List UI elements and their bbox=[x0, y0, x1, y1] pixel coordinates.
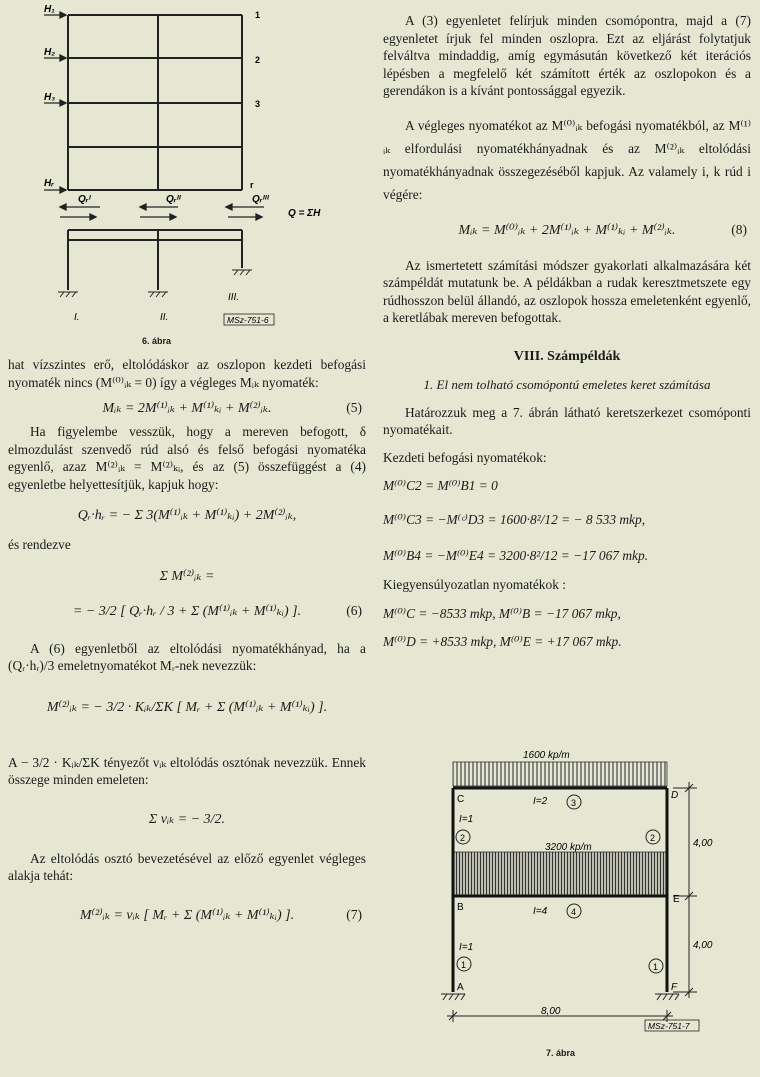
shear-1-label: Qᵣᴵ bbox=[78, 194, 91, 205]
equation-5-body: Mᵢₖ = 2M⁽¹⁾ᵢₖ + M⁽¹⁾ₖᵢ + M⁽²⁾ᵢₖ. bbox=[102, 401, 272, 416]
dim-lower-height: 4,00 bbox=[693, 940, 713, 951]
equation-8 bbox=[383, 222, 751, 239]
column-i-label: I. bbox=[74, 312, 80, 323]
dim-span: 8,00 bbox=[541, 1006, 561, 1017]
paragraph-left-3: és rendezve bbox=[8, 537, 71, 552]
shear-3-label: Qᵣᴵᴵᴵ bbox=[252, 194, 269, 205]
section-subheading: 1. El nem tolható csomópontú emeletes keret számítása bbox=[423, 376, 711, 392]
circle-4-label: 4 bbox=[571, 907, 577, 917]
load-top-label: 1600 kp/m bbox=[523, 750, 570, 761]
member-mid-label: I=4 bbox=[533, 906, 548, 917]
hr-label: Hᵣ bbox=[44, 178, 55, 189]
circle-1-right-label: 1 bbox=[653, 962, 659, 972]
figure-6-frame-diagram bbox=[0, 0, 375, 335]
paragraph-right-6: Kiegyensúlyozatlan nyomatékok : bbox=[383, 577, 566, 592]
fig6-stamp: MSz-751-6 bbox=[227, 315, 269, 325]
paragraph-right-2: A végleges nyomatékot az M⁽⁰⁾ᵢₖ befogási nyomatékból, az M⁽¹⁾ᵢₖ elfordulási nyomatékhányadnak és az M⁽²⁾ᵢₖ eltolódási nyomatékhányadnak összegezéséből kapjuk. Az valamely i, k rúd i végére: bbox=[383, 117, 751, 202]
floor-r-label: r bbox=[250, 180, 254, 190]
circle-2-right-label: 2 bbox=[650, 833, 656, 843]
equation-5-number: (5) bbox=[346, 400, 362, 415]
sum-label: Q = ΣH bbox=[288, 208, 321, 219]
shear-2-label: Qᵣᴵᴵ bbox=[166, 194, 181, 205]
node-b-label: B bbox=[457, 902, 464, 913]
floor-3-label: 3 bbox=[255, 99, 261, 109]
floor-1-label: 1 bbox=[255, 10, 261, 20]
equation-7-body: M⁽²⁾ᵢₖ = νᵢₖ [ Mᵣ + Σ (M⁽¹⁾ᵢₖ + M⁽¹⁾ₖᵢ) ]. bbox=[79, 907, 295, 923]
equation-5 bbox=[8, 400, 366, 417]
section-heading: VIII. Számpéldák bbox=[513, 348, 621, 364]
member-col-bottom-label: I=1 bbox=[459, 942, 474, 953]
circle-3-label: 3 bbox=[571, 798, 577, 808]
node-a-label: A bbox=[457, 982, 464, 993]
node-d-label: D bbox=[671, 790, 679, 801]
paragraph-left-2: Ha figyelembe vesszük, hogy a mereven befogott, δ elmozdulást szenvedő rúd alsó és felső befogási nyomatéka egyenlő, azaz M⁽²⁾ᵢₖ = M⁽²⁾ₖᵢ, és az (5) összefüggést a (4) egyenletbe helyettesítjük, kapjuk hogy: bbox=[8, 424, 366, 492]
moment-line-1: M⁽⁰⁾C2 = M⁽⁰⁾B1 = 0 bbox=[383, 478, 498, 493]
equation-6-body: = − 3/2 [ Qᵣ·hᵣ / 3 + Σ (M⁽¹⁾ᵢₖ + M⁽¹⁾ₖᵢ) ]. bbox=[72, 603, 302, 619]
floor-2-label: 2 bbox=[255, 55, 261, 65]
paragraph-left-4: A (6) egyenletből az eltolódási nyomatékhányad, ha a (Qᵣ·hᵣ)/3 emeletnyomatékot Mᵣ-nek nevezzük: bbox=[8, 640, 366, 673]
moment-line-2: M⁽⁰⁾C3 = −M⁽ᶜ⁾D3 = 1600·8²/12 = − 8 533 mkp, bbox=[383, 512, 646, 527]
circle-2-left-label: 2 bbox=[460, 833, 466, 843]
figure-7-frame-diagram bbox=[383, 742, 753, 1072]
member-col-top-label: I=1 bbox=[459, 814, 474, 825]
member-top-label: I=2 bbox=[533, 796, 548, 807]
figure-6-caption: 6. ábra bbox=[142, 336, 172, 346]
moment-line-5: M⁽⁰⁾D = +8533 mkp, M⁽⁰⁾E = +17 067 mkp. bbox=[383, 633, 622, 649]
equation-m2-shift: M⁽²⁾ᵢₖ = − 3/2 · Kᵢₖ/ΣK [ Mᵣ + Σ (M⁽¹⁾ᵢₖ + M⁽¹⁾ₖᵢ) ]. bbox=[46, 699, 328, 715]
node-f-label: F bbox=[671, 982, 678, 993]
h1-label: H₁ bbox=[44, 4, 55, 15]
equation-7 bbox=[8, 907, 366, 924]
paragraph-right-3: Az ismertetett számítási módszer gyakorlati alkalmazására két számpéldát mutatunk be. A példákban a rudak keresztmetszete egy rúdhosszon belül állandó, az oszlopok hossza emeletenként egyenlő, a keretlábak mereven befogottak. bbox=[383, 257, 751, 325]
equation-8-number: (8) bbox=[731, 221, 747, 237]
paragraph-left-1: hat vízszintes erő, eltolódáskor az oszlopon kezdeti befogási nyomaték nincs (M⁽⁰⁾ᵢₖ = 0) így a végleges Mᵢₖ nyomaték: bbox=[8, 357, 366, 390]
equation-sum-m2: Σ M⁽²⁾ᵢₖ = bbox=[159, 568, 215, 584]
load-mid-label: 3200 kp/m bbox=[545, 842, 592, 853]
figure-7-caption: 7. ábra bbox=[546, 1048, 576, 1058]
dim-upper-height: 4,00 bbox=[693, 838, 713, 849]
column-iii-label: III. bbox=[228, 292, 240, 303]
paragraph-right-4: Határozzuk meg a 7. ábrán látható keretszerkezet csomóponti nyomatékait. bbox=[383, 404, 751, 437]
h2-label: H₂ bbox=[44, 47, 56, 58]
fig7-stamp: MSz-751-7 bbox=[648, 1021, 690, 1031]
equation-6-number: (6) bbox=[346, 602, 362, 618]
equation-7-number: (7) bbox=[346, 906, 362, 922]
h3-label: H₃ bbox=[44, 92, 56, 103]
node-e-label: E bbox=[673, 894, 680, 905]
circle-1-left-label: 1 bbox=[461, 960, 467, 970]
moment-line-3: M⁽⁰⁾B4 = −M⁽⁰⁾E4 = 3200·8²/12 = −17 067 mkp. bbox=[383, 548, 648, 563]
equation-qr-hr: Qᵣ·hᵣ = − Σ 3(M⁽¹⁾ᵢₖ + M⁽¹⁾ₖᵢ) + 2M⁽²⁾ᵢₖ, bbox=[77, 508, 297, 523]
paragraph-left-5: A − 3/2 · Kᵢₖ/ΣK tényezőt νᵢₖ eltolódás osztónak nevezzük. Ennek összege minden emeleten: bbox=[8, 754, 366, 787]
equation-8-body: Mᵢₖ = M⁽⁰⁾ᵢₖ + 2M⁽¹⁾ᵢₖ + M⁽¹⁾ₖᵢ + M⁽²⁾ᵢₖ. bbox=[458, 222, 676, 238]
moment-line-4: M⁽⁰⁾C = −8533 mkp, M⁽⁰⁾B = −17 067 mkp, bbox=[383, 605, 621, 621]
equation-6 bbox=[8, 603, 366, 620]
paragraph-right-5: Kezdeti befogási nyomatékok: bbox=[383, 449, 547, 465]
paragraph-left-6: Az eltolódás osztó bevezetésével az előző egyenlet végleges alakja tehát: bbox=[8, 850, 366, 883]
equation-sum-nu: Σ νᵢₖ = − 3/2. bbox=[148, 811, 226, 827]
paragraph-right-1: A (3) egyenletet felírjuk minden csomópontra, majd a (7) egyenletet írjuk fel minden oszlopra. Ezt az eljárást folytatjuk felváltva mindaddig, amíg egymásután következő két iterációs lépésben a megfelelő két számított érték az oszlopokon és a gerendákon is a kívánt pontossággal egyezik. bbox=[383, 13, 751, 98]
column-ii-label: II. bbox=[160, 312, 169, 323]
node-c-label: C bbox=[457, 794, 465, 805]
